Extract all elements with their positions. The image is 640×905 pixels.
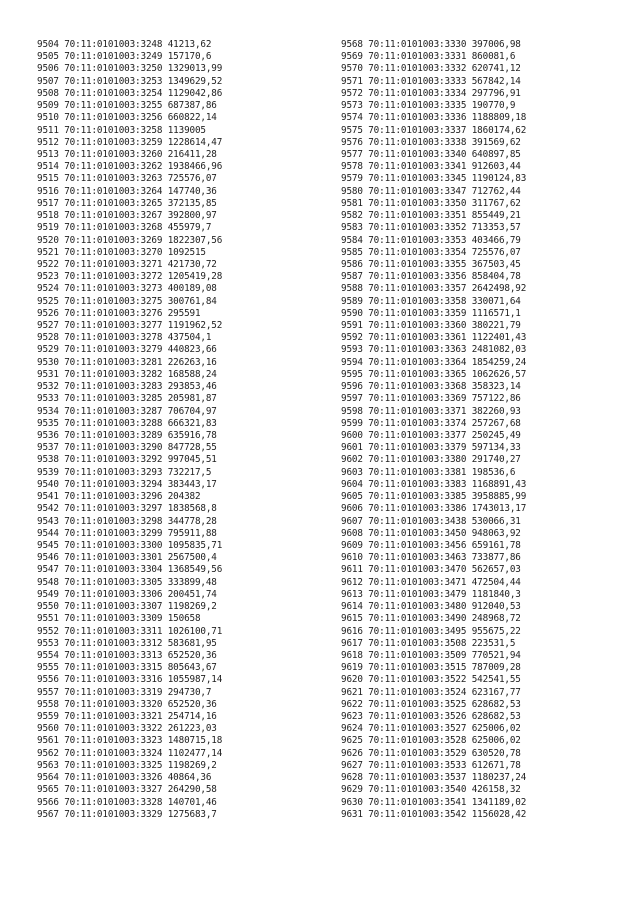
record-row: 9551 70:11:0101003:3309 150658	[37, 613, 201, 625]
record-row: 9604 70:11:0101003:3383 1168891,43	[341, 478, 527, 490]
record-row: 9544 70:11:0101003:3299 795911,88	[37, 527, 217, 539]
record-row: 9562 70:11:0101003:3324 1102477,14	[37, 747, 223, 759]
record-row: 9538 70:11:0101003:3292 997045,51	[37, 454, 217, 466]
record-row: 9510 70:11:0101003:3256 660822,14	[37, 112, 217, 124]
record-row: 9522 70:11:0101003:3271 421730,72	[37, 258, 217, 270]
record-row: 9624 70:11:0101003:3527 625006,02	[341, 723, 521, 735]
record-row: 9546 70:11:0101003:3301 2567500,4	[37, 552, 217, 564]
record-row: 9590 70:11:0101003:3359 1116571,1	[341, 307, 521, 319]
record-row: 9527 70:11:0101003:3277 1191962,52	[37, 320, 223, 332]
record-row: 9539 70:11:0101003:3293 732217,5	[37, 466, 212, 478]
record-row: 9627 70:11:0101003:3533 612671,78	[341, 759, 521, 771]
record-row: 9521 70:11:0101003:3270 1092515	[37, 246, 206, 258]
record-row: 9592 70:11:0101003:3361 1122401,43	[341, 332, 527, 344]
record-row: 9535 70:11:0101003:3288 666321,83	[37, 417, 217, 429]
record-row: 9545 70:11:0101003:3300 1095835,71	[37, 539, 223, 551]
record-row: 9608 70:11:0101003:3450 948063,92	[341, 527, 521, 539]
record-row: 9532 70:11:0101003:3283 293853,46	[37, 381, 217, 393]
record-row: 9578 70:11:0101003:3341 912603,44	[341, 161, 521, 173]
record-row: 9631 70:11:0101003:3542 1156028,42	[341, 808, 527, 820]
record-row: 9547 70:11:0101003:3304 1368549,56	[37, 564, 223, 576]
record-row: 9557 70:11:0101003:3319 294730,7	[37, 686, 212, 698]
record-row: 9530 70:11:0101003:3281 226263,16	[37, 356, 217, 368]
record-row: 9622 70:11:0101003:3525 628682,53	[341, 698, 521, 710]
record-row: 9540 70:11:0101003:3294 383443,17	[37, 478, 217, 490]
record-row: 9542 70:11:0101003:3297 1838568,8	[37, 503, 217, 515]
record-row: 9616 70:11:0101003:3495 955675,22	[341, 625, 521, 637]
record-row: 9621 70:11:0101003:3524 623167,77	[341, 686, 521, 698]
record-row: 9567 70:11:0101003:3329 1275683,7	[37, 808, 217, 820]
record-row: 9528 70:11:0101003:3278 437504,1	[37, 332, 212, 344]
record-row: 9589 70:11:0101003:3358 330071,64	[341, 295, 521, 307]
record-row: 9628 70:11:0101003:3537 1180237,24	[341, 772, 527, 784]
record-row: 9576 70:11:0101003:3338 391569,62	[341, 136, 521, 148]
record-row: 9505 70:11:0101003:3249 157170,6	[37, 51, 212, 63]
record-row: 9526 70:11:0101003:3276 295591	[37, 307, 201, 319]
record-row: 9602 70:11:0101003:3380 291740,27	[341, 454, 521, 466]
record-row: 9572 70:11:0101003:3334 297796,91	[341, 87, 521, 99]
record-row: 9601 70:11:0101003:3379 597134,33	[341, 442, 521, 454]
record-row: 9575 70:11:0101003:3337 1860174,62	[341, 124, 527, 136]
record-row: 9541 70:11:0101003:3296 204382	[37, 491, 201, 503]
record-row: 9566 70:11:0101003:3328 140701,46	[37, 796, 217, 808]
record-row: 9585 70:11:0101003:3354 725576,07	[341, 246, 521, 258]
record-row: 9612 70:11:0101003:3471 472504,44	[341, 576, 521, 588]
record-row: 9548 70:11:0101003:3305 333899,48	[37, 576, 217, 588]
record-row: 9629 70:11:0101003:3540 426158,32	[341, 784, 521, 796]
record-row: 9559 70:11:0101003:3321 254714,16	[37, 711, 217, 723]
record-row: 9586 70:11:0101003:3355 367503,45	[341, 258, 521, 270]
record-row: 9618 70:11:0101003:3509 770521,94	[341, 649, 521, 661]
record-row: 9523 70:11:0101003:3272 1205419,28	[37, 271, 223, 283]
record-row: 9504 70:11:0101003:3248 41213,62	[37, 39, 212, 50]
record-row: 9584 70:11:0101003:3353 403466,79	[341, 234, 521, 246]
record-row: 9509 70:11:0101003:3255 687387,86	[37, 100, 217, 112]
left-column	[37, 39, 222, 821]
record-row: 9511 70:11:0101003:3258 1139005	[37, 124, 206, 136]
record-row: 9630 70:11:0101003:3541 1341189,02	[341, 796, 527, 808]
record-row: 9508 70:11:0101003:3254 1129042,86	[37, 87, 223, 99]
record-row: 9582 70:11:0101003:3351 855449,21	[341, 210, 521, 222]
record-row: 9569 70:11:0101003:3331 860081,6	[341, 51, 516, 63]
record-row: 9537 70:11:0101003:3290 847728,55	[37, 442, 217, 454]
record-row: 9550 70:11:0101003:3307 1198269,2	[37, 601, 217, 613]
record-row: 9607 70:11:0101003:3438 530066,31	[341, 515, 521, 527]
record-row: 9625 70:11:0101003:3528 625006,02	[341, 735, 521, 747]
record-row: 9561 70:11:0101003:3323 1480715,18	[37, 735, 223, 747]
record-row: 9552 70:11:0101003:3311 1026100,71	[37, 625, 223, 637]
record-row: 9520 70:11:0101003:3269 1822307,56	[37, 234, 223, 246]
record-row: 9514 70:11:0101003:3262 1938466,96	[37, 161, 223, 173]
record-row: 9615 70:11:0101003:3490 248968,72	[341, 613, 521, 625]
record-row: 9524 70:11:0101003:3273 400189,08	[37, 283, 217, 295]
record-row: 9558 70:11:0101003:3320 652520,36	[37, 698, 217, 710]
record-row: 9619 70:11:0101003:3515 787009,28	[341, 662, 521, 674]
record-row: 9512 70:11:0101003:3259 1228614,47	[37, 136, 223, 148]
record-row: 9525 70:11:0101003:3275 300761,84	[37, 295, 217, 307]
record-row: 9581 70:11:0101003:3350 311767,62	[341, 197, 521, 209]
record-row: 9531 70:11:0101003:3282 168588,24	[37, 368, 217, 380]
record-row: 9595 70:11:0101003:3365 1062626,57	[341, 368, 527, 380]
record-row: 9611 70:11:0101003:3470 562657,03	[341, 564, 521, 576]
record-row: 9543 70:11:0101003:3298 344778,28	[37, 515, 217, 527]
record-row: 9600 70:11:0101003:3377 250245,49	[341, 430, 521, 441]
record-row: 9587 70:11:0101003:3356 858404,78	[341, 271, 521, 283]
record-row: 9563 70:11:0101003:3325 1198269,2	[37, 759, 217, 771]
record-row: 9597 70:11:0101003:3369 757122,86	[341, 393, 521, 405]
record-row: 9565 70:11:0101003:3327 264290,58	[37, 784, 217, 796]
record-row: 9570 70:11:0101003:3332 620741,12	[341, 63, 521, 75]
record-row: 9564 70:11:0101003:3326 40864,36	[37, 772, 212, 784]
record-row: 9533 70:11:0101003:3285 205981,87	[37, 393, 217, 405]
record-row: 9599 70:11:0101003:3374 257267,68	[341, 417, 521, 429]
record-row: 9614 70:11:0101003:3480 912040,53	[341, 601, 521, 613]
record-row: 9553 70:11:0101003:3312 583681,95	[37, 637, 217, 649]
record-row: 9571 70:11:0101003:3333 567842,14	[341, 75, 521, 87]
record-row: 9517 70:11:0101003:3265 372135,85	[37, 197, 217, 209]
record-row: 9617 70:11:0101003:3508 223531,5	[341, 637, 516, 649]
record-row: 9515 70:11:0101003:3263 725576,07	[37, 173, 217, 185]
record-row: 9513 70:11:0101003:3260 216411,28	[37, 148, 217, 160]
record-row: 9626 70:11:0101003:3529 630520,78	[341, 747, 521, 759]
record-row: 9606 70:11:0101003:3386 1743013,17	[341, 503, 527, 515]
record-row: 9555 70:11:0101003:3315 805643,67	[37, 662, 217, 674]
record-row: 9620 70:11:0101003:3522 542541,55	[341, 674, 521, 686]
record-row: 9591 70:11:0101003:3360 380221,79	[341, 320, 521, 332]
record-row: 9598 70:11:0101003:3371 382260,93	[341, 405, 521, 417]
record-row: 9588 70:11:0101003:3357 2642498,92	[341, 283, 527, 295]
record-row: 9516 70:11:0101003:3264 147740,36	[37, 185, 217, 197]
record-row: 9609 70:11:0101003:3456 659161,78	[341, 539, 521, 551]
record-row: 9580 70:11:0101003:3347 712762,44	[341, 185, 521, 197]
right-column	[341, 39, 526, 821]
record-row: 9594 70:11:0101003:3364 1854259,24	[341, 356, 527, 368]
record-row: 9579 70:11:0101003:3345 1190124,83	[341, 173, 527, 185]
record-row: 9568 70:11:0101003:3330 397006,98	[341, 39, 521, 50]
record-row: 9583 70:11:0101003:3352 713353,57	[341, 222, 521, 234]
record-row: 9593 70:11:0101003:3363 2481082,03	[341, 344, 527, 356]
record-row: 9506 70:11:0101003:3250 1329013,99	[37, 63, 223, 75]
record-row: 9549 70:11:0101003:3306 200451,74	[37, 588, 217, 600]
record-row: 9610 70:11:0101003:3463 733877,86	[341, 552, 521, 564]
record-row: 9603 70:11:0101003:3381 198536,6	[341, 466, 516, 478]
record-row: 9536 70:11:0101003:3289 635916,78	[37, 430, 217, 441]
record-row: 9577 70:11:0101003:3340 640897,85	[341, 148, 521, 160]
record-row: 9574 70:11:0101003:3336 1188809,18	[341, 112, 527, 124]
record-row: 9596 70:11:0101003:3368 358323,14	[341, 381, 521, 393]
record-row: 9613 70:11:0101003:3479 1181840,3	[341, 588, 521, 600]
record-row: 9529 70:11:0101003:3279 440823,66	[37, 344, 217, 356]
record-row: 9560 70:11:0101003:3322 261223,03	[37, 723, 217, 735]
record-row: 9556 70:11:0101003:3316 1055987,14	[37, 674, 223, 686]
record-row: 9534 70:11:0101003:3287 706704,97	[37, 405, 217, 417]
record-row: 9605 70:11:0101003:3385 3958885,99	[341, 491, 527, 503]
record-row: 9623 70:11:0101003:3526 628682,53	[341, 711, 521, 723]
record-row: 9519 70:11:0101003:3268 455979,7	[37, 222, 212, 234]
record-row: 9507 70:11:0101003:3253 1349629,52	[37, 75, 223, 87]
record-row: 9573 70:11:0101003:3335 190770,9	[341, 100, 516, 112]
record-row: 9554 70:11:0101003:3313 652520,36	[37, 649, 217, 661]
record-row: 9518 70:11:0101003:3267 392800,97	[37, 210, 217, 222]
